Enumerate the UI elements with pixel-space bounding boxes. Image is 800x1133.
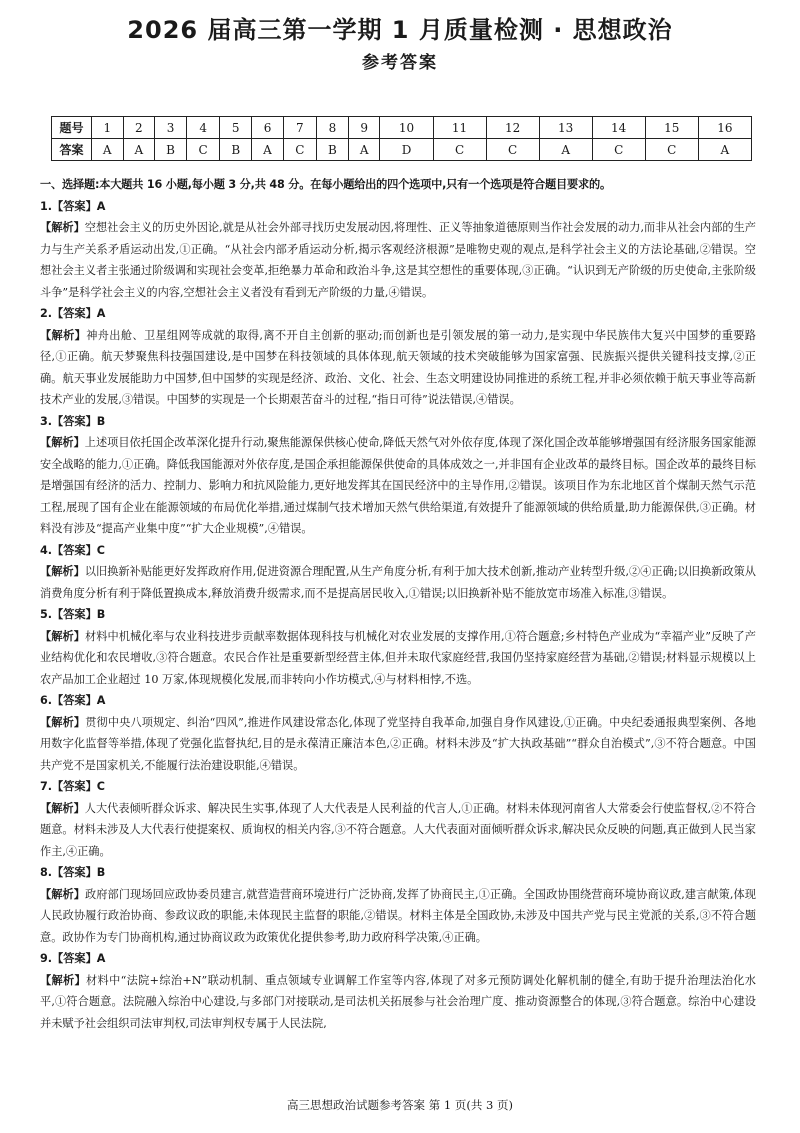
analysis-text: 以旧换新补贴能更好发挥政府作用,促进资源合理配置,从生产角度分析,有利于加大技术创新,推动产业转型升级,②④正确;以旧换新政策从消费角度分析有利于降低置换成本,释放消费升级需求,而不是提高居民收入,①错误;以旧换新补贴不能放宽市场准入标准,③错误。 xyxy=(40,565,756,600)
question-number-cell: 4 xyxy=(187,117,220,139)
question-number-header: 题号 xyxy=(52,117,92,139)
page-title: 2026 届高三第一学期 1 月质量检测 · 思想政治 xyxy=(127,16,673,44)
question-number-cell: 12 xyxy=(486,117,539,139)
answer-cell: A xyxy=(539,139,592,161)
section-heading: 一、选择题:本大题共 16 小题,每小题 3 分,共 48 分。在每小题给出的四个选项中,只有一个选项是符合题目要求的。 xyxy=(40,178,611,191)
analysis-text: 神舟出舱、卫星组网等成就的取得,离不开自主创新的驱动;而创新也是引领发展的第一动力,是实现中华民族伟大复兴中国梦的重要路径,①正确。航天梦聚焦科技强国建设,是中国梦在科技领域的具体体现,航天领域的技术突破能够为国家富强、民族振兴提供关键科技支撑,②正确。航天事业发展能助力中国梦,但中国梦的实现是经济、政治、文化、社会、生态文明建设协同推进的系统工程,并非必须依赖于航天事业等高新技术产业的发展,③错误。中国梦的实现是一个长期艰苦奋斗的过程,“指日可待”说法错误,④错误。 xyxy=(40,328,756,406)
answer-cell: D xyxy=(380,139,433,161)
question-number-cell: 14 xyxy=(592,117,645,139)
analysis-text: 材料中“法院+综治+N”联动机制、重点领域专业调解工作室等内容,体现了对多元预防调处化解机制的健全,有助于提升治理法治化水平,①符合题意。法院融入综治中心建设,与多部门对接联动,是司法机关拓展参与社会治理广度、推动资源整合的体现,③符合题意。综治中心建设并未赋予社会组织司法审判权,司法审判权专属于人民法院, xyxy=(40,973,756,1030)
analysis-tag: 【解析】 xyxy=(40,973,87,987)
question-number-cell: 13 xyxy=(539,117,592,139)
analysis-tag: 【解析】 xyxy=(40,221,85,234)
answer-cell: C xyxy=(645,139,698,161)
analysis-paragraph xyxy=(40,626,756,691)
question-number-cell: 3 xyxy=(155,117,187,139)
analysis-tag: 【解析】 xyxy=(40,715,86,729)
answer-cell: B xyxy=(220,139,252,161)
item-block xyxy=(40,690,756,776)
analysis-paragraph xyxy=(40,325,756,411)
analysis-text: 材料中机械化率与农业科技进步贡献率数据体现科技与机械化对农业发展的支撑作用,①符合题意;乡村特色产业成为“幸福产业”反映了产业结构优化和农民增收,③符合题意。农民合作社是重要新型经营主体,但并未取代家庭经营,我国仍坚持家庭经营为基础,②错误;材料显示规模以上农产品加工企业超过 10 万家,体现规模化发展,而非转向小作坊模式,④与材料相悖,不选。 xyxy=(40,629,756,686)
question-number-cell: 11 xyxy=(433,117,486,139)
analysis-text: 政府部门现场回应政协委员建言,就营造营商环境进行广泛协商,发挥了协商民主,①正确。全国政协围绕营商环境协商议政,建言献策,体现人民政协履行政治协商、参政议政的职能,未体现民主监督的职能,②错误。材料主体是全国政协,未涉及中国共产党与民主党派的关系,③不符合题意。政协作为专门协商机构,通过协商议政为政策优化提供参考,助力政府科学决策,④正确。 xyxy=(40,887,756,944)
question-number-cell: 8 xyxy=(316,117,348,139)
answer-cell: A xyxy=(92,139,124,161)
answer-cell: C xyxy=(187,139,220,161)
analysis-paragraph xyxy=(40,561,756,604)
question-number-cell: 2 xyxy=(123,117,155,139)
question-number-cell: 5 xyxy=(220,117,252,139)
answer-cell: A xyxy=(123,139,155,161)
item-block xyxy=(40,948,756,1034)
answer-cell: B xyxy=(155,139,187,161)
question-number-cell: 9 xyxy=(348,117,380,139)
analysis-paragraph xyxy=(40,798,756,863)
answer-row xyxy=(52,139,752,161)
question-number-cell: 10 xyxy=(380,117,433,139)
question-number-cell: 7 xyxy=(283,117,316,139)
item-block xyxy=(40,862,756,948)
analysis-tag: 【解析】 xyxy=(40,801,85,815)
item-block xyxy=(40,776,756,862)
analysis-text: 人大代表倾听群众诉求、解决民生实事,体现了人大代表是人民利益的代言人,①正确。材料未体现河南省人大常委会行使监督权,②不符合题意。材料未涉及人大代表行使提案权、质询权的相关内容,③不符合题意。人大代表面对面倾听群众诉求,解决民众反映的问题,真正做到人民当家作主,④正确。 xyxy=(40,801,756,858)
answer-line: 4.【答案】C xyxy=(40,543,105,557)
item-block xyxy=(40,604,756,690)
analysis-paragraph xyxy=(40,884,756,949)
analysis-tag: 【解析】 xyxy=(40,565,85,578)
analysis-text: 上述项目依托国企改革深化提升行动,聚焦能源保供核心使命,降低天然气对外依存度,体现了深化国企改革能够增强国有经济服务国家能源安全战略的能力,①正确。降低我国能源对外依存度,是国企承担能源保供使命的具体成效之一,并非国有企业改革的最终目标。国企改革的最终目标是增强国有经济的活力、控制力、影响力和抗风险能力,更好地发挥其在国民经济中的主导作用,②错误。该项目作为东北地区首个煤制天然气示范工程,展现了国有企业在能源领域的布局优化举措,通过煤制气技术增加天然气供给渠道,有效提升了能源领域的供给质量,助力能源保供,③正确。材料没有涉及“提高产业集中度”“扩大企业规模”,④错误。 xyxy=(40,436,756,535)
analysis-paragraph xyxy=(40,432,756,540)
answer-cell: C xyxy=(433,139,486,161)
page-subtitle: 参考答案 xyxy=(362,53,438,73)
analysis-tag: 【解析】 xyxy=(40,436,85,449)
answer-cell: C xyxy=(592,139,645,161)
answer-cell: A xyxy=(698,139,751,161)
item-block xyxy=(40,540,756,605)
analysis-tag: 【解析】 xyxy=(40,887,86,901)
page-footer: 高三思想政治试题参考答案 第 1 页(共 3 页) xyxy=(287,1098,513,1112)
analysis-paragraph xyxy=(40,970,756,1035)
item-block xyxy=(40,196,756,304)
answer-explanations xyxy=(40,174,756,1034)
answer-cell: C xyxy=(283,139,316,161)
question-number-cell: 16 xyxy=(698,117,751,139)
answer-cell: B xyxy=(316,139,348,161)
analysis-tag: 【解析】 xyxy=(40,629,85,643)
analysis-paragraph xyxy=(40,712,756,777)
answer-cell: A xyxy=(252,139,284,161)
question-number-cell: 1 xyxy=(92,117,124,139)
analysis-text: 空想社会主义的历史外因论,就是从社会外部寻找历史发展动因,将理性、正义等抽象道德原则当作社会发展的动力,而非从社会内部的生产力与生产关系矛盾运动出发,①正确。“从社会内部矛盾运动分析,揭示客观经济根源”是唯物史观的观点,是科学社会主义的方法论基础,②错误。空想社会主义者主张通过阶级调和实现社会变革,拒绝暴力革命和政治斗争,这是其空想性的重要体现,③正确。“认识到无产阶级的历史使命,主张阶级斗争”是科学社会主义的内容,空想社会主义者没有看到无产阶级的力量,④错误。 xyxy=(40,221,756,299)
answer-line: 3.【答案】B xyxy=(40,414,106,428)
analysis-text: 贯彻中央八项规定、纠治“四风”,推进作风建设常态化,体现了党坚持自我革命,加强自身作风建设,①正确。中央纪委通报典型案例、各地用数字化监督等举措,体现了党强化监督执纪,目的是永葆清正廉洁本色,②正确。材料未涉及“扩大执政基础”“群众自治模式”,③不符合题意。中国共产党不是国家机关,不能履行法治建设职能,④错误。 xyxy=(40,715,756,772)
analysis-tag: 【解析】 xyxy=(40,328,87,342)
answer-line: 1.【答案】A xyxy=(40,199,106,213)
answer-line: 6.【答案】A xyxy=(40,694,106,707)
answer-line: 8.【答案】B xyxy=(40,866,106,879)
answer-cell: A xyxy=(348,139,380,161)
answer-table xyxy=(51,116,752,161)
item-block xyxy=(40,303,756,411)
answer-cell: C xyxy=(486,139,539,161)
answer-line: 2.【答案】A xyxy=(40,307,106,320)
answer-header: 答案 xyxy=(52,139,92,161)
question-number-cell: 15 xyxy=(645,117,698,139)
answer-line: 9.【答案】A xyxy=(40,952,106,965)
item-block xyxy=(40,411,756,540)
answer-line: 7.【答案】C xyxy=(40,780,105,793)
question-number-cell: 6 xyxy=(252,117,284,139)
question-number-row xyxy=(52,117,752,139)
analysis-paragraph xyxy=(40,217,756,303)
answer-line: 5.【答案】B xyxy=(40,608,106,621)
